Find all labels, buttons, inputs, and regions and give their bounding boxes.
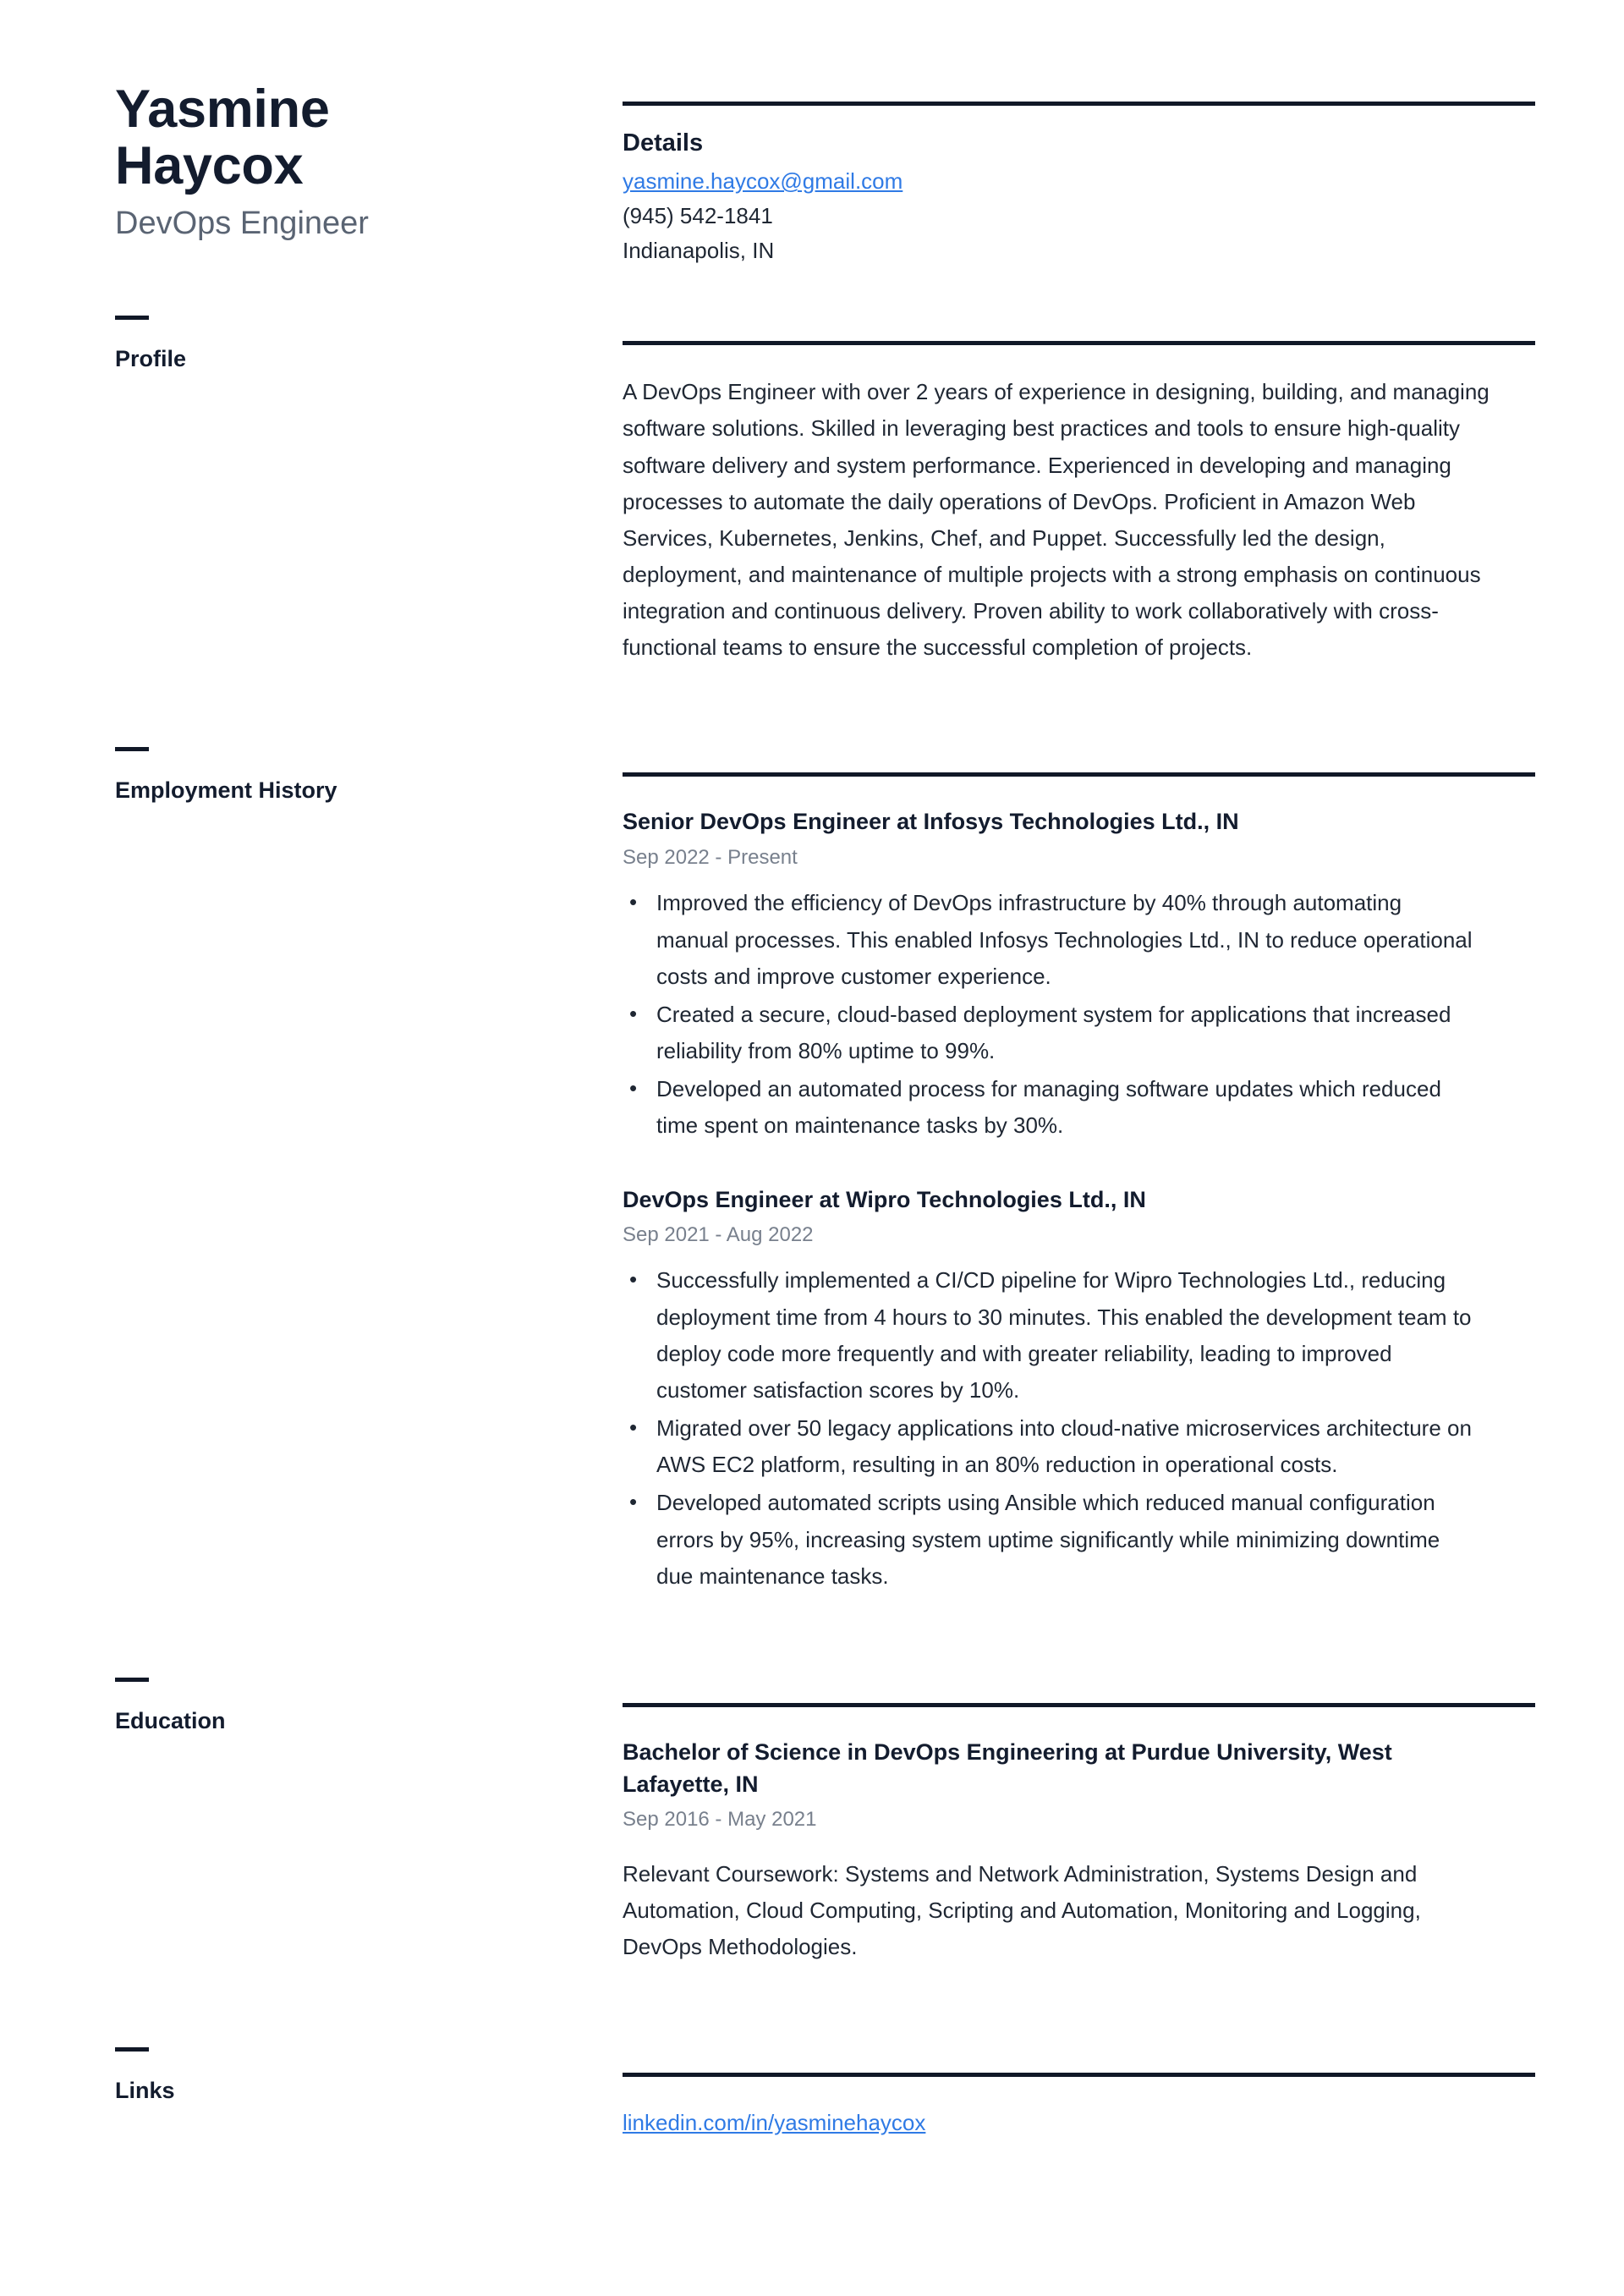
section-dash-icon: [115, 1678, 149, 1682]
profile-text: A DevOps Engineer with over 2 years of experience in designing, building, and managing software solutions. Skilled in leveraging best practices and tools to ensure high-quality software delivery and system performance. Experienced in developing and managing processes to automate the daily operations of DevOps. Proficient in Amazon Web Services, Kubernetes, Jenkins, Chef, and Puppet. Successfully led the design, deployment, and maintenance of multiple projects with a strong emphasis on continuous integration and continuous delivery. Proven ability to work collaboratively with cross-functional teams to ensure the successful completion of projects.: [623, 379, 1490, 661]
details-email-line: [623, 164, 1535, 199]
education-entry-coursework: Relevant Coursework: Systems and Network Administration, Systems Design and Automation, Cloud Computing, Scripting and Automation, Monitoring and Logging, DevOps Methodologies.: [623, 1861, 1421, 1960]
employment-entry-title: DevOps Engineer at Wipro Technologies Ltd., IN: [623, 1186, 1146, 1212]
section-dash-icon: [115, 747, 149, 751]
education-entry: [623, 1736, 1535, 1966]
employment-entry-date: Sep 2021 - Aug 2022: [623, 1222, 814, 1246]
details-block: [623, 81, 1535, 268]
profile-section-content: [623, 316, 1535, 666]
links-section-label-col: [115, 2047, 623, 2104]
section-dash-icon: [115, 2047, 149, 2052]
education-entry-date: Sep 2016 - May 2021: [623, 1808, 817, 1832]
resume-header: [0, 0, 1624, 268]
details-heading: Details: [623, 129, 704, 157]
list-item: • Successfully implemented a CI/CD pipeline for Wipro Technologies Ltd., reducing deployment time from 4 hours to 30 minutes. This enabled the development team to deploy code more frequently and with greater reliability, leading to improved customer satisfaction scores by 10%.: [623, 1262, 1477, 1409]
details-rule: [623, 102, 1535, 106]
employment-section-content: [623, 747, 1535, 1596]
linkedin-link[interactable]: linkedin.com/in/yasminehaycox: [623, 2109, 926, 2135]
links-section: [0, 2047, 1624, 2140]
list-item: • Developed an automated process for managing software updates which reduced time spent on maintenance tasks by 30%.: [623, 1071, 1477, 1144]
links-section-content: [623, 2047, 1535, 2140]
profile-section-label-col: [115, 316, 623, 372]
list-item: • Migrated over 50 legacy applications into cloud-native microservices architecture on AWS EC2 platform, resulting in an 80% reduction in operational costs.: [623, 1410, 1477, 1483]
employment-entry: [623, 1184, 1535, 1595]
details-phone: (945) 542-1841: [623, 203, 773, 229]
section-dash-icon: [115, 316, 149, 320]
employment-section-label: Employment History: [115, 777, 337, 804]
education-section: [0, 1678, 1624, 1966]
employment-entry-bullets: [623, 885, 1535, 1144]
education-entry-title: Bachelor of Science in DevOps Engineering at Purdue University, West Lafayette, IN: [623, 1738, 1392, 1798]
candidate-name: [115, 81, 445, 195]
list-item: • Improved the efficiency of DevOps infrastructure by 40% through automating manual processes. This enabled Infosys Technologies Ltd., IN to reduce operational costs and improve customer experience.: [623, 885, 1477, 994]
profile-section-label: Profile: [115, 346, 187, 372]
list-item: • Created a secure, cloud-based deployment system for applications that increased reliability from 80% uptime to 99%.: [623, 997, 1477, 1069]
header-identity: [115, 81, 623, 244]
details-location: Indianapolis, IN: [623, 238, 775, 264]
candidate-first-name: Yasmine: [115, 80, 330, 139]
education-section-content: [623, 1678, 1535, 1966]
links-list: [623, 2106, 1535, 2140]
list-item: • Developed automated scripts using Ansible which reduced manual configuration errors by 95%, increasing system uptime significantly while minimizing downtime due maintenance tasks.: [623, 1485, 1477, 1594]
employment-section: [0, 747, 1624, 1596]
employment-section-label-col: [115, 747, 623, 804]
employment-entry-date: Sep 2022 - Present: [623, 845, 798, 869]
employment-entry-title: Senior DevOps Engineer at Infosys Technologies Ltd., IN: [623, 809, 1239, 835]
links-section-label: Links: [115, 2077, 175, 2103]
profile-section: [0, 316, 1624, 666]
education-section-label-col: [115, 1678, 623, 1734]
employment-entry: [623, 805, 1535, 1144]
education-section-label: Education: [115, 1707, 226, 1733]
email-link[interactable]: yasmine.haycox@gmail.com: [623, 168, 903, 194]
candidate-last-name: Haycox: [115, 136, 304, 196]
candidate-job-title: DevOps Engineer: [115, 205, 369, 241]
employment-entry-bullets: [623, 1262, 1535, 1594]
